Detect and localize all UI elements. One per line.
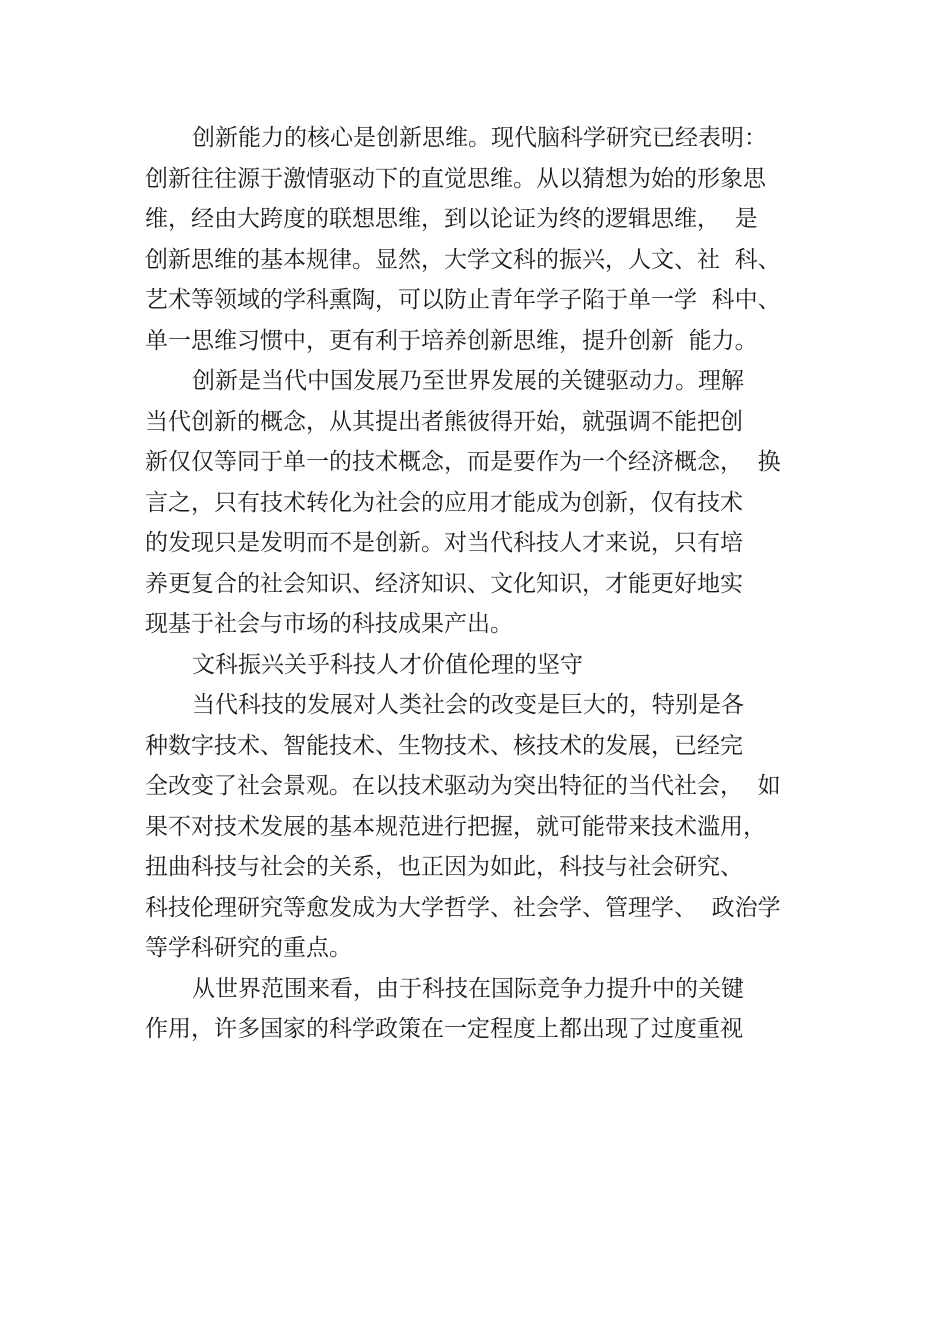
paragraph-innovation-driver [145, 361, 845, 645]
text-line: 科技伦理研究等愈发成为大学哲学、社会学、管理学、 政治学 [145, 894, 781, 921]
text-line: 维，经由大跨度的联想思维，到以论证为终的逻辑思维， 是 [145, 206, 758, 232]
text-line: 全改变了社会景观。在以技术驱动为突出特征的当代社会， 如 [145, 773, 781, 799]
paragraph-innovation-thinking [145, 118, 845, 361]
text-line: 作用，许多国家的科学政策在一定程度上都出现了过度重视 [145, 1016, 743, 1042]
text-line: 等学科研究的重点。 [145, 935, 352, 961]
paragraph-tech-development [145, 685, 845, 969]
text-line: 养更复合的社会知识、经济知识、文化知识，才能更好地实 [145, 570, 743, 597]
text-line: 创新能力的核心是创新思维。现代脑科学研究已经表明： [192, 125, 767, 151]
article-body [145, 118, 845, 1050]
text-line: 当代创新的概念，从其提出者熊彼得开始，就强调不能把创 [145, 408, 743, 435]
text-line: 艺术等领域的学科熏陶，可以防止青年学子陷于单一学 科中、 [145, 287, 781, 313]
text-line: 当代科技的发展对人类社会的改变是巨大的，特别是各 [192, 692, 744, 718]
text-line: 创新是当代中国发展乃至世界发展的关键驱动力。理解 [192, 368, 744, 394]
text-line: 现基于社会与市场的科技成果产出。 [145, 611, 513, 637]
section-heading-text: 文科振兴关乎科技人才价值伦理的坚守 [192, 651, 583, 678]
text-line: 言之，只有技术转化为社会的应用才能成为创新，仅有技术 [145, 489, 743, 516]
text-line: 创新往往源于激情驱动下的直觉思维。从以猜想为始的形象思 [145, 165, 766, 192]
section-heading [145, 645, 845, 686]
text-line: 的发现只是发明而不是创新。对当代科技人才来说，只有培 [145, 530, 743, 556]
text-line: 新仅仅等同于单一的技术概念，而是要作为一个经济概念， 换 [145, 449, 781, 475]
text-line: 单一思维习惯中，更有利于培养创新思维，提升创新 能力。 [145, 327, 758, 354]
text-line: 果不对技术发展的基本规范进行把握，就可能带来技术滥用， [145, 813, 766, 840]
text-line: 扭曲科技与社会的关系，也正因为如此，科技与社会研究、 [145, 854, 743, 880]
text-line: 创新思维的基本规律。显然，大学文科的振兴，人文、社 科、 [145, 246, 781, 273]
text-line: 种数字技术、智能技术、生物技术、核技术的发展，已经完 [145, 732, 743, 759]
paragraph-world-perspective [145, 969, 845, 1050]
text-line: 从世界范围来看，由于科技在国际竞争力提升中的关键 [192, 975, 744, 1002]
